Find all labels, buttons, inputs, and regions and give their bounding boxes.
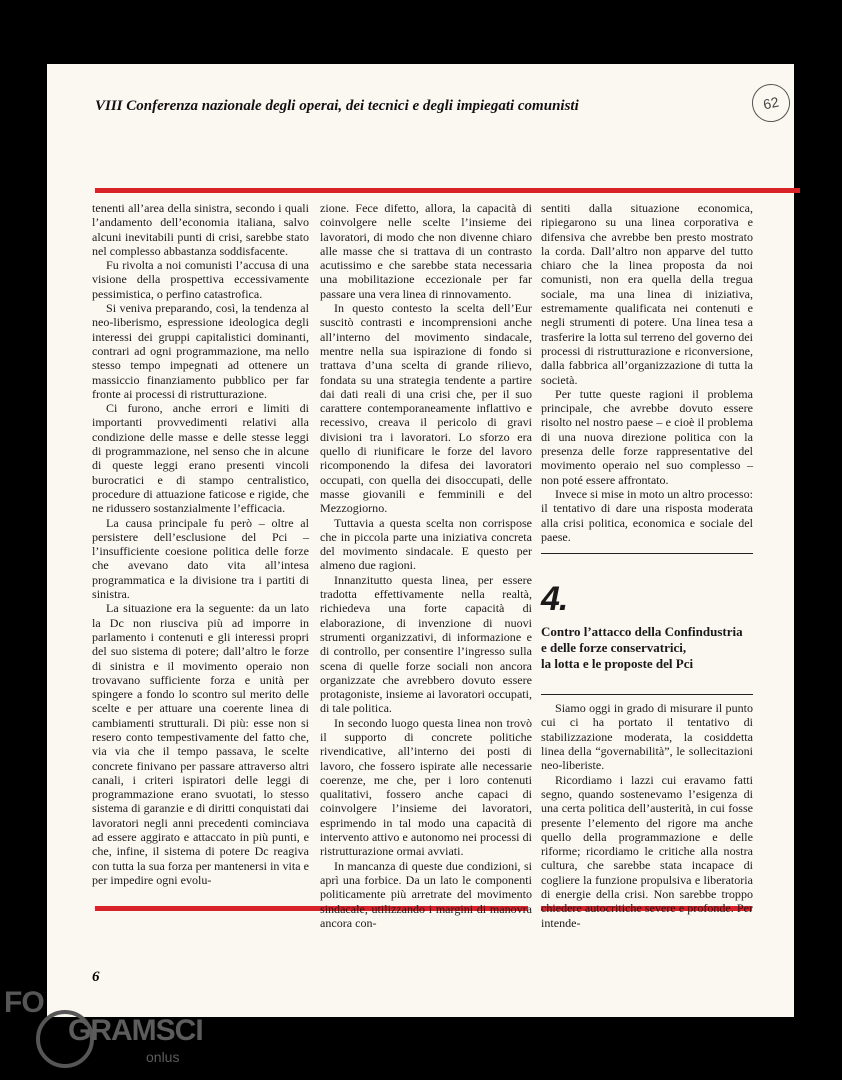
paragraph: In secondo luogo questa linea non trovò il supporto di concrete politiche rivendicative, all’interno dei posti di lavoro, che fossero ispirate alle necessarie coerenze, me che, per i loro contenuti qualitativi, fossero anche capaci di coinvolgere l’insieme dei lavoratori, esprimendo in tal modo una capacità di intervento attivo e autonomo nei processi di ristrutturazione ormai avviati. [320,715,532,859]
paragraph: Ci furono, anche errori e limiti di importanti provvedimenti relativi alla condizione delle masse e delle stesse leggi di programmazione, nel senso che in alcune di queste leggi erano presenti vincoli burocratici e di stampo centralistico, procedure di attuazione faticose e rigide, che ne ridussero sostanzialmente l’efficacia. [92,401,309,516]
watermark-logo-gramsci: GRAMSCI [68,1014,203,1047]
paragraph: La situazione era la seguente: da un lato la Dc non riusciva più ad imporre in parlamento i contenuti e gli interessi propri del suo sistema di potere; dall’altro le forze di sinistra e il movimento operaio non trovavano sufficiente forza e unità per spingere a fondo lo scontro sul merito delle scelte e per attuare una coerente linea di cambiamenti strutturali. Di più: esse non si resero conto tempestivamente del fatto che, via via che il tempo passava, le scelte concrete finivano per passare attraverso altri canali, i criteri ispiratori delle leggi di programmazione erano svuotati, lo stesso sistema di garanzie e di diritti conquistati dai lavoratori negli anni precedenti cominciava ad essere aggirato e attaccato in più punti, e che, infine, il sistema di potere Dc reagiva con tutta la sua forza per mantenersi in vita e per impedire ogni evolu- [92,601,309,887]
archive-page-stamp: 62 [748,80,793,125]
paragraph: zione. Fece difetto, allora, la capacità di coinvolgere nelle scelte l’insieme dei lavoratori, di modo che non divenne chiaro alle masse che si trattava di un contrasto acutissimo e che sarebbe stata necessaria una mobilitazione eccezionale per far passare una vera linea di rinnovamento. [320,201,532,301]
paragraph: Si veniva preparando, così, la tendenza al neo-liberismo, espressione ideologica degli interessi dei gruppi capitalistici dominanti, contrari ad ogni programmazione, ma nello stesso tempo impegnati ad ottenere un massiccio finanziamento pubblico per far fronte ai processi di ristrutturazione. [92,301,309,401]
section-divider-rule [541,553,753,554]
paragraph: Per tutte queste ragioni il problema principale, che avrebbe dovuto essere risolto nel nostro paese – e cioè il problema di una nuova direzione politica con la presenza delle forze rappresentative del movimento operaio nel suo complesso – non poté essere affrontato. [541,386,753,487]
text-column-1 [92,201,309,887]
section-heading-line: Contro l’attacco della Confindustria [541,624,743,640]
watermark-logo-onlus: onlus [146,1049,180,1065]
paragraph: Invece si mise in moto un altro processo: il tentativo di dare una risposta moderata alla crisi politica, economica e sociale del paese. [541,486,753,544]
text-column-3 [541,201,753,930]
section-heading-line: e delle forze conservatrici, [541,640,687,656]
top-red-bar [95,188,800,193]
paragraph: Fu rivolta a noi comunisti l’accusa di una visione della prospettiva eccessivamente pessimistica, o perfino catastrofica. [92,258,309,301]
text-column-2 [320,201,532,930]
document-page [47,64,794,1017]
paragraph: La causa principale fu però – oltre al persistere dell’esclusione del Pci – l’insufficiente coesione politica delle forze che avevano dato vita all’intesa programmatica e la divisione tra i partiti di sinistra. [92,515,309,602]
section-heading [541,624,753,672]
section-number: 4. [541,580,568,619]
paragraph: tenenti all’area della sinistra, secondo i quali l’andamento dell’economia italiana, salvo alcuni inevitabili punti di crisi, sarebbe stato nel complesso abbastanza soddisfacente. [92,201,309,258]
watermark-logo-fo: FO [4,986,44,1019]
paragraph: Innanzitutto questa linea, per essere tradotta effettivamente nella realtà, richiedeva una forte capacità di elaborazione, di invenzione di nuovi strumenti organizzativi, di informazione e di controllo, per consentire l’ingresso sulla scena di quelle forze sociali non ancora organizzate che avrebbero dovuto essere protagoniste, insieme ai lavoratori occupati, di tale politica. [320,572,532,716]
paragraph: Siamo oggi in grado di misurare il punto cui ci ha portato il tentativo di stabilizzazione moderata, la cosiddetta linea della “governabilità”, le sollecitazioni neo-liberiste. [541,701,753,773]
paragraph: Tuttavia a questa scelta non corrispose che in piccola parte una iniziativa concreta del movimento sindacale. E questo per almeno due ragioni. [320,515,532,573]
paragraph: In questo contesto la scelta dell’Eur suscitò contrasti e incomprensioni anche all’interno del movimento sindacale, mentre nella sua ispirazione di fondo si trattava d’una scelta di grande rilievo, fondata su una strategia tendente a partire dai dati reali di una crisi che, per il suo carattere contemporaneamente inflattivo e recessivo, creava il pericolo di gravi divisioni tra i lavoratori. Lo sforzo era quello di riunificare le forze del lavoro ricomponendo la difesa dei lavoratori occupati, con quella dei disoccupati, delle masse giovanili e femminili e del Mezzogiorno. [320,301,532,516]
page-number: 6 [92,969,100,985]
paragraph: Ricordiamo i lazzi cui eravamo fatti segno, quando sostenevamo l’esigenza di una certa politica dell’austerità, in cui fosse presente l’elemento del rigore ma anche quello della programmazione e delle riforme; ricordiamo le critiche alla nostra cultura, che sarebbe stata incapace di cogliere la funzione propulsiva e liberatoria di energie della crisi. Non sarebbe troppo chiedere autocritiche severe e profonde. Per intende- [541,772,753,930]
section-heading-rule [541,694,753,695]
section-heading-line: la lotta e le proposte del Pci [541,656,694,672]
paragraph: In mancanza di queste due condizioni, si aprì una forbice. Da un lato le componenti politicamente più arretrate del movimento sindacale, utilizzando i margini di manovra ancora con- [320,858,532,930]
column-3-top-text [541,201,753,544]
paragraph: sentiti dalla situazione economica, ripiegarono su una linea corporativa e difensiva che avrebbe ben presto mostrato la corda. Dall’altro non apparve del tutto chiaro che la linea proposta da noi comunisti, non era quella della tregua sociale, ma una linea di iniziativa, estremamente qualificata nei contenuti e negli strumenti di potere. Una linea tesa a trasferire la lotta sul terreno del governo dei processi di ristrutturazione e riconversione, dalla fabbrica all’organizzazione di tutta la società. [541,201,753,387]
page-header-title: VIII Conferenza nazionale degli operai, dei tecnici e degli impiegati comunisti [95,98,579,114]
